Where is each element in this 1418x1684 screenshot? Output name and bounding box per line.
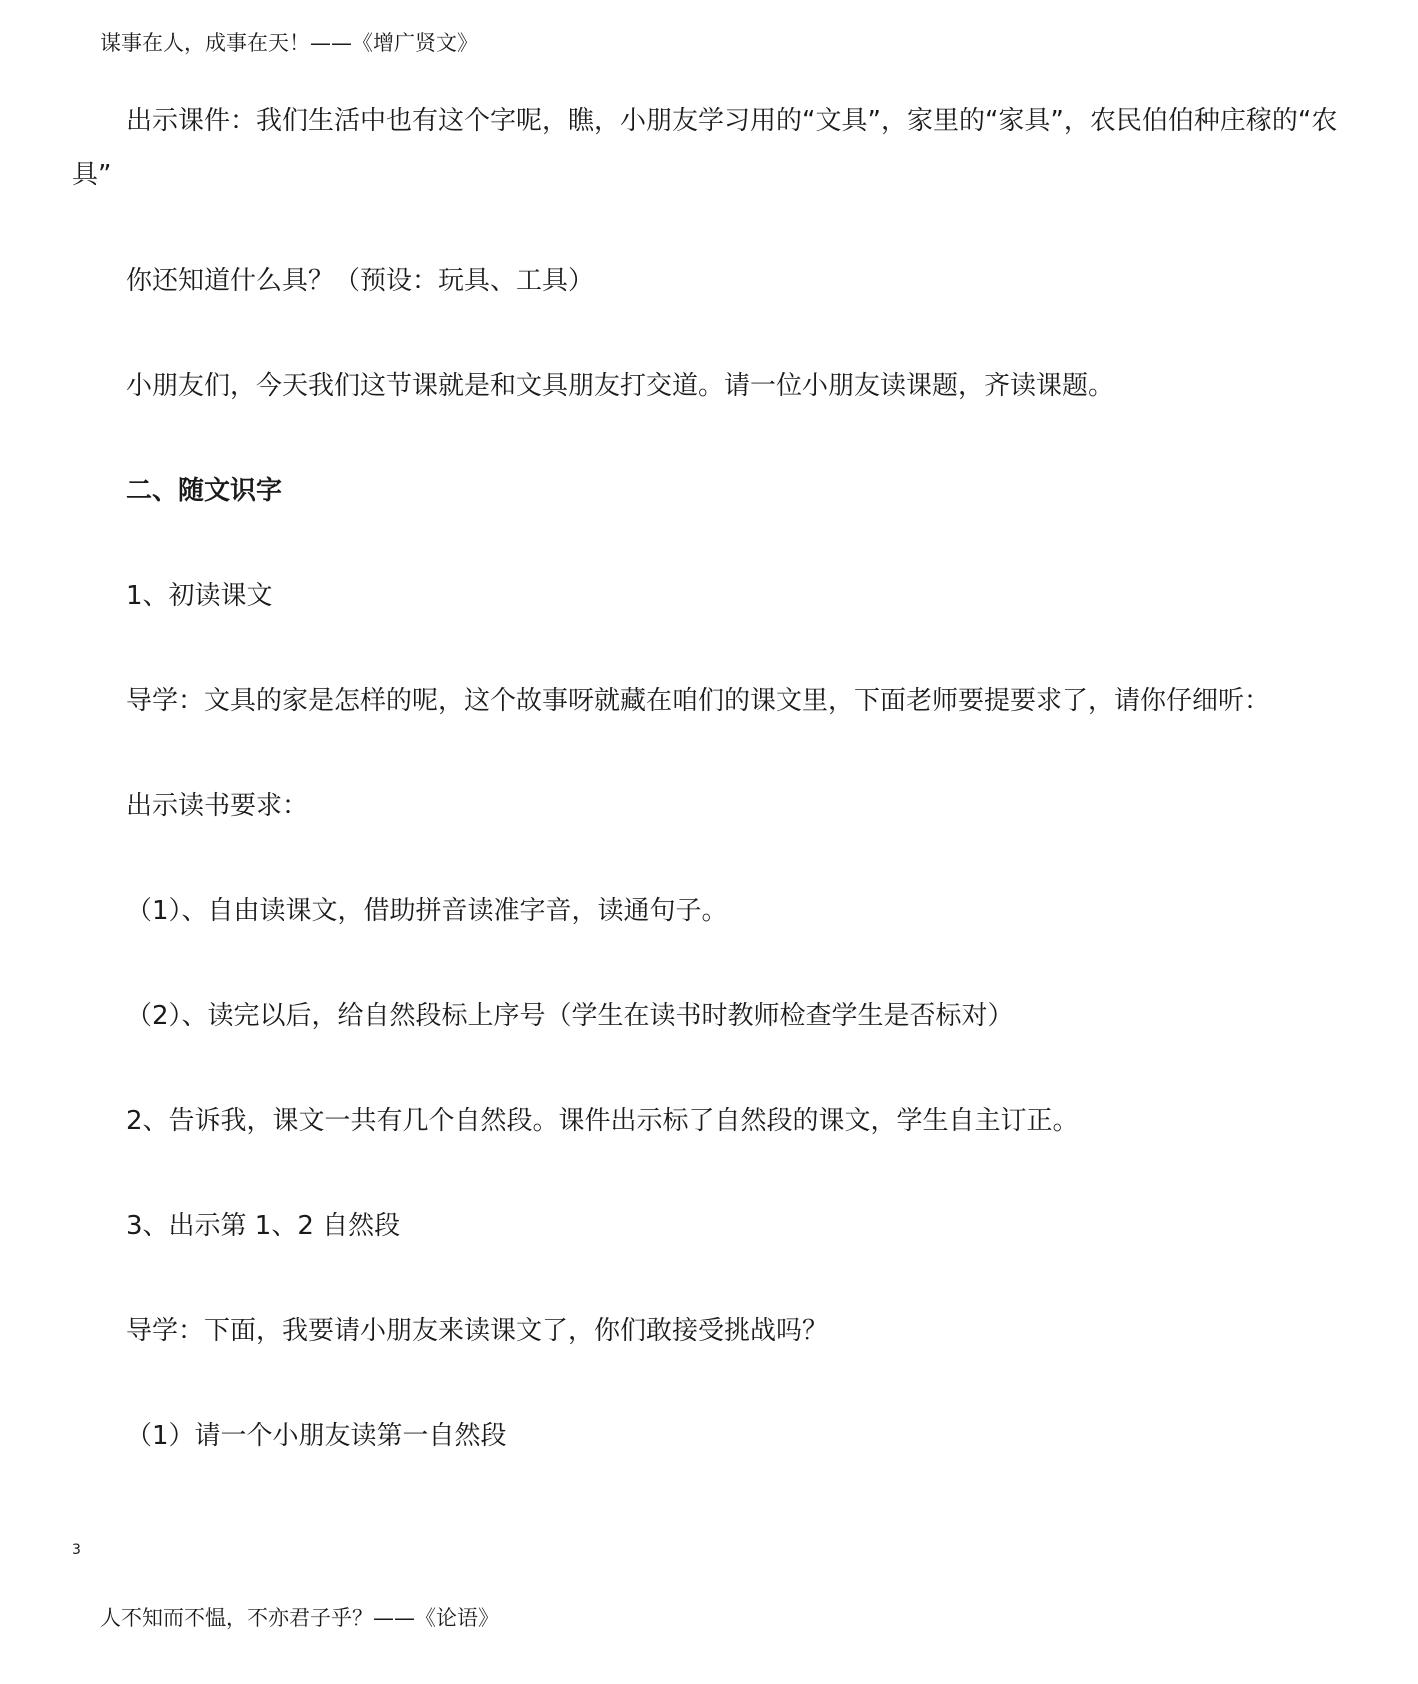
paragraph-requirement-1: （1）、自由读课文，借助拼音读准字音，读通句子。: [126, 896, 728, 926]
paragraph-guide-challenge: 导学：下面，我要请小朋友来读课文了，你们敢接受挑战吗？: [126, 1316, 829, 1346]
paragraph-reading-requirements: 出示读书要求：: [126, 791, 309, 821]
section-heading: 二、随文识字: [126, 476, 283, 506]
paragraph-requirement-2: （2）、读完以后，给自然段标上序号（学生在读书时教师检查学生是否标对）: [126, 1001, 1014, 1031]
paragraph-question-tools: 你还知道什么具？（预设：玩具、工具）: [126, 266, 595, 296]
paragraph-step-show-paragraphs: 3、出示第 1、2 自然段: [126, 1211, 401, 1241]
paragraph-step-first-reading: 1、初读课文: [126, 581, 273, 611]
header-quote: 谋事在人，成事在天！——《增广贤文》: [100, 31, 478, 55]
paragraph-courseware-intro: 出示课件：我们生活中也有这个字呢，瞧，小朋友学习用的“文具”，家里的“家具”，农民伯伯种庄稼的“农具”: [72, 106, 1338, 190]
footer-quote: 人不知而不愠，不亦君子乎？——《论语》: [100, 1606, 499, 1630]
paragraph-read-first: （1）请一个小朋友读第一自然段: [126, 1421, 507, 1451]
paragraph-lesson-topic: 小朋友们，今天我们这节课就是和文具朋友打交道。请一位小朋友读课题，齐读课题。: [126, 371, 1115, 401]
paragraph-step-count: 2、告诉我，课文一共有几个自然段。课件出示标了自然段的课文，学生自主订正。: [126, 1106, 1079, 1136]
page-number: 3: [72, 1542, 81, 1558]
paragraph-guide-listen: 导学：文具的家是怎样的呢，这个故事呀就藏在咱们的课文里，下面老师要提要求了，请你仔细听：: [126, 686, 1271, 716]
